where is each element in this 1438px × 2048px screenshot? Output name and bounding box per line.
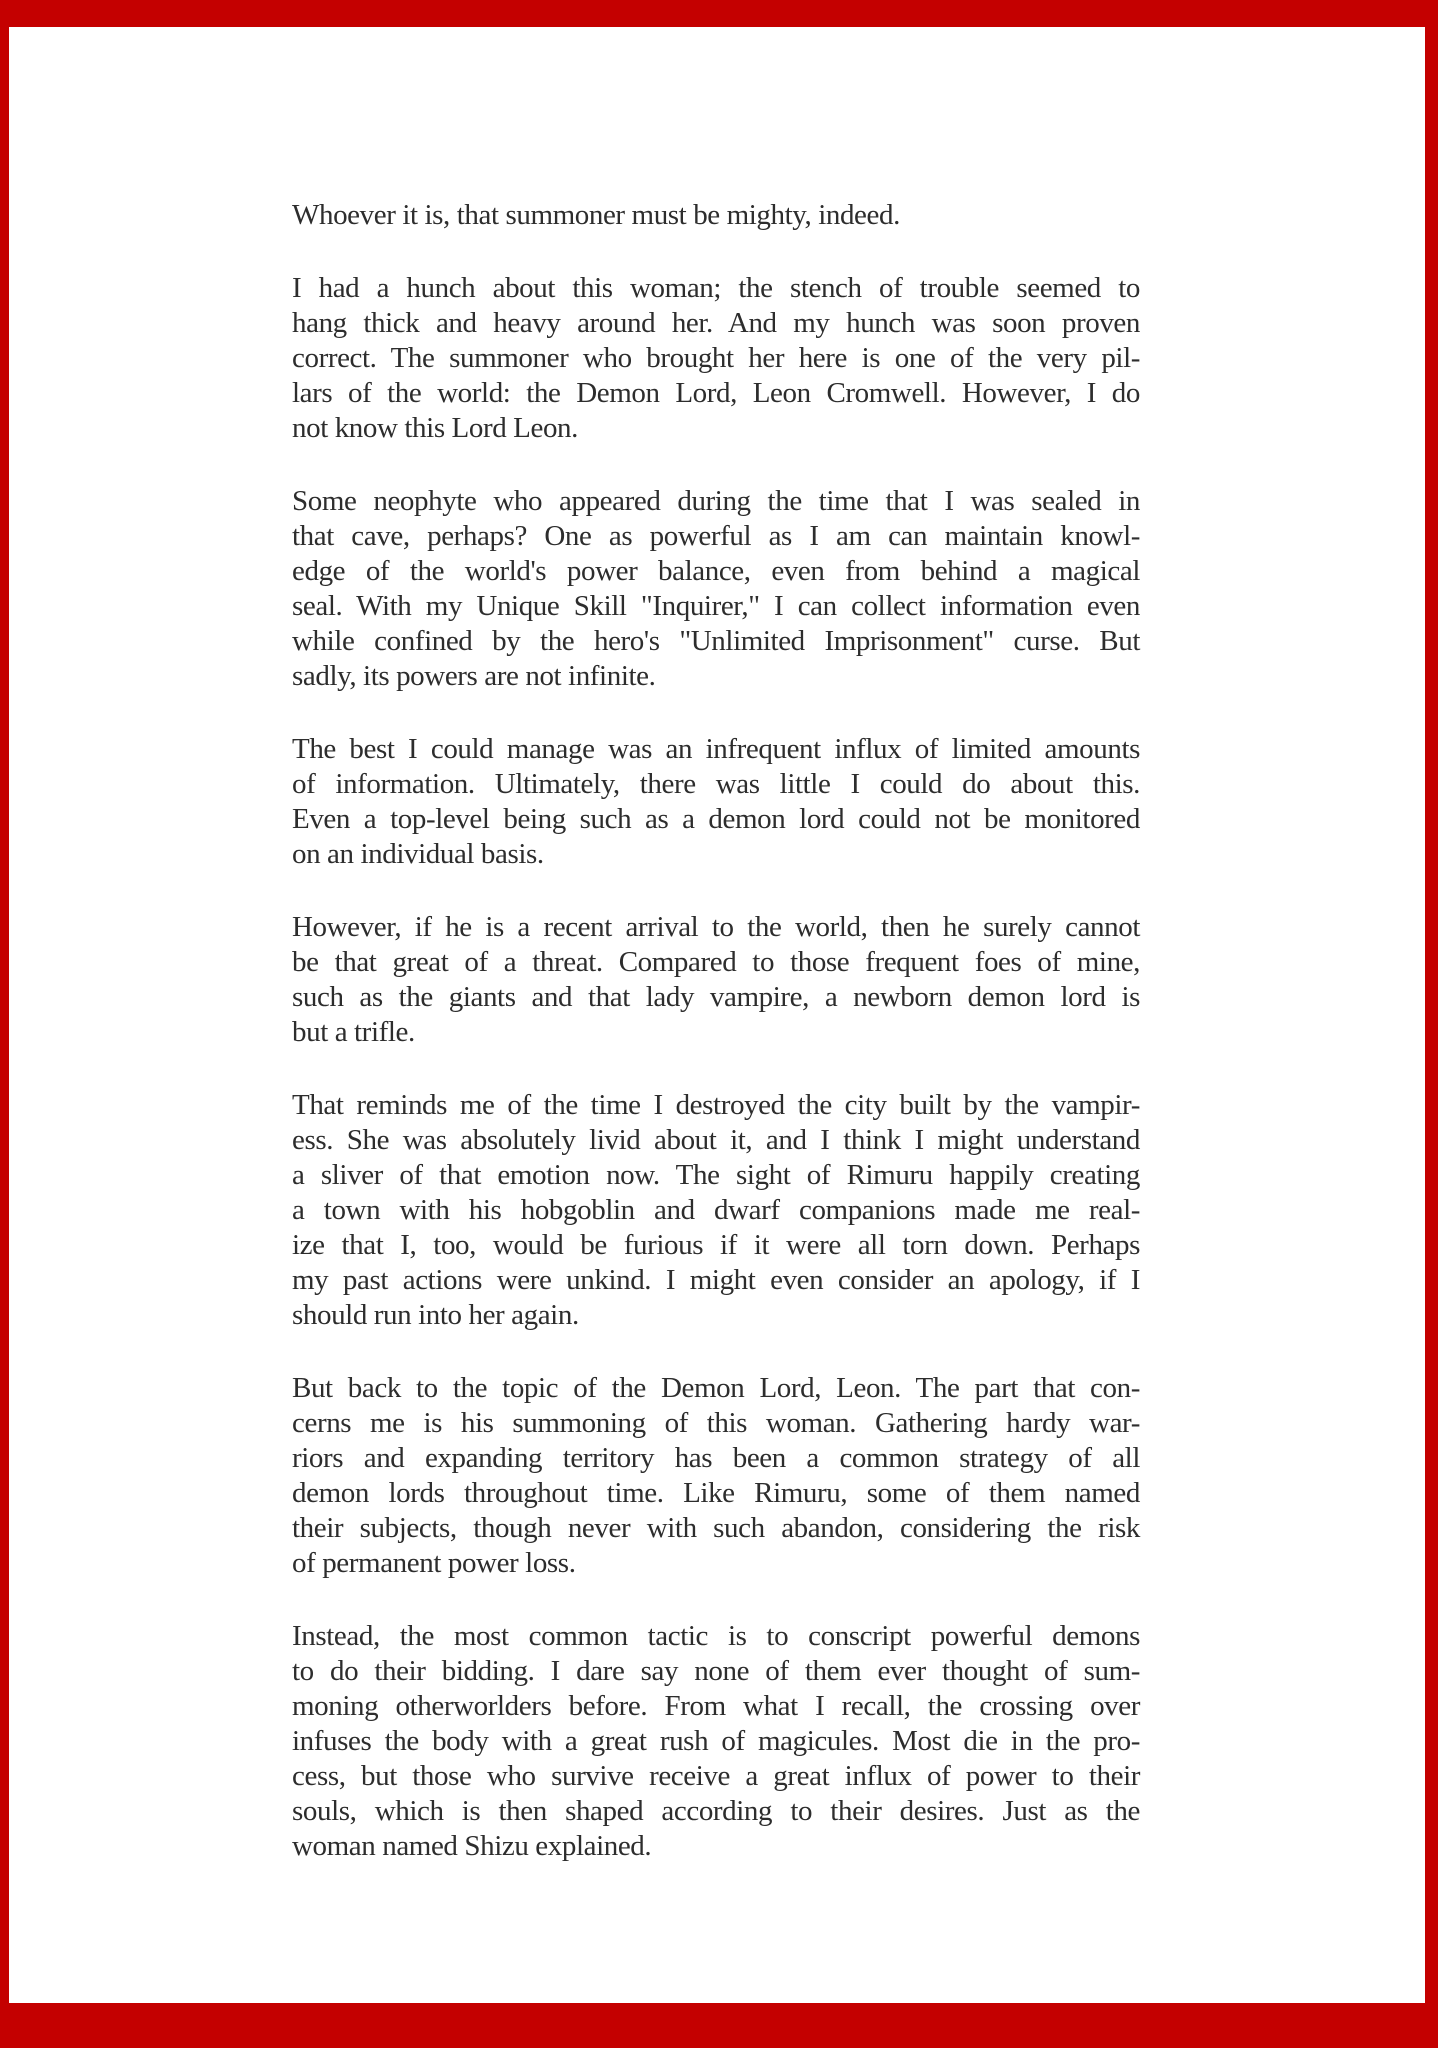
book-page	[9, 27, 1425, 2003]
text-line: infuses the body with a great rush of magicules. Most die in the pro-	[292, 1725, 1140, 1757]
text-line: correct. The summoner who brought her here is one of the very pil-	[292, 342, 1140, 374]
text-line: Instead, the most common tactic is to conscript powerful demons	[292, 1620, 1140, 1652]
text-line: ess. She was absolutely livid about it, and I think I might understand	[292, 1124, 1140, 1156]
text-line: lars of the world: the Demon Lord, Leon Cromwell. However, I do	[292, 377, 1140, 409]
text-line: ize that I, too, would be furious if it were all torn down. Perhaps	[292, 1229, 1140, 1261]
text-line: However, if he is a recent arrival to the world, then he surely cannot	[292, 911, 1140, 943]
paragraph	[292, 1371, 1140, 1581]
text-line: a sliver of that emotion now. The sight of Rimuru happily creating	[292, 1159, 1140, 1191]
paragraph	[292, 1619, 1140, 1864]
text-line: The best I could manage was an infrequent influx of limited amounts	[292, 733, 1140, 765]
text-line: that cave, perhaps? One as powerful as I am can maintain knowl-	[292, 520, 1140, 552]
text-line: my past actions were unkind. I might even consider an apology, if I	[292, 1264, 1140, 1296]
text-line: I had a hunch about this woman; the stench of trouble seemed to	[292, 272, 1140, 304]
text-line: be that great of a threat. Compared to those frequent foes of mine,	[292, 946, 1140, 978]
text-line: Whoever it is, that summoner must be mighty, indeed.	[292, 199, 900, 231]
text-line: to do their bidding. I dare say none of them ever thought of sum-	[292, 1655, 1140, 1687]
text-line: seal. With my Unique Skill "Inquirer," I can collect information even	[292, 590, 1140, 622]
text-line: hang thick and heavy around her. And my hunch was soon proven	[292, 307, 1140, 339]
paragraph	[292, 271, 1140, 446]
text-line: riors and expanding territory has been a common strategy of all	[292, 1442, 1140, 1474]
text-line: sadly, its powers are not infinite.	[292, 660, 656, 692]
text-line: their subjects, though never with such abandon, considering the risk	[292, 1512, 1140, 1544]
text-line: but a trifle.	[292, 1016, 415, 1048]
text-line: edge of the world's power balance, even from behind a magical	[292, 555, 1140, 587]
text-line: Even a top-level being such as a demon lord could not be monitored	[292, 803, 1140, 835]
paragraph	[292, 198, 1140, 233]
text-line: cerns me is his summoning of this woman. Gathering hardy war-	[292, 1407, 1140, 1439]
text-line: not know this Lord Leon.	[292, 412, 579, 444]
paragraph	[292, 1088, 1140, 1333]
text-line: woman named Shizu explained.	[292, 1830, 652, 1862]
text-line: while confined by the hero's "Unlimited Imprisonment" curse. But	[292, 625, 1140, 657]
paragraph	[292, 732, 1140, 872]
text-line: souls, which is then shaped according to their desires. Just as the	[292, 1795, 1140, 1827]
text-line: demon lords throughout time. Like Rimuru, some of them named	[292, 1477, 1140, 1509]
text-line: cess, but those who survive receive a great influx of power to their	[292, 1760, 1140, 1792]
text-line: a town with his hobgoblin and dwarf companions made me real-	[292, 1194, 1140, 1226]
text-line: such as the giants and that lady vampire, a newborn demon lord is	[292, 981, 1140, 1013]
text-line: should run into her again.	[292, 1299, 579, 1331]
text-line: of information. Ultimately, there was little I could do about this.	[292, 768, 1140, 800]
paragraph	[292, 910, 1140, 1050]
text-line: moning otherworlders before. From what I recall, the crossing over	[292, 1690, 1140, 1722]
text-line: of permanent power loss.	[292, 1547, 576, 1579]
text-line: But back to the topic of the Demon Lord, Leon. The part that con-	[292, 1372, 1140, 1404]
text-line: That reminds me of the time I destroyed the city built by the vampir-	[292, 1089, 1140, 1121]
text-column	[292, 198, 1140, 1902]
paragraph	[292, 484, 1140, 694]
text-line: on an individual basis.	[292, 838, 544, 870]
text-line: Some neophyte who appeared during the time that I was sealed in	[292, 485, 1140, 517]
